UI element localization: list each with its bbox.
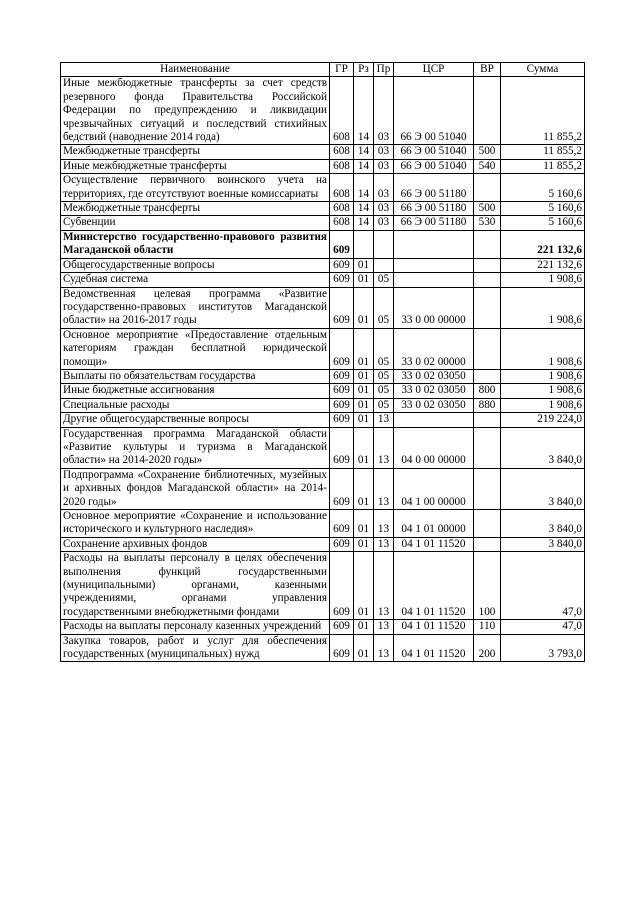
row-rz: 01: [354, 427, 374, 468]
table-row: [61, 510, 585, 538]
row-csr: 33 0 00 00000: [394, 287, 474, 328]
row-sum: 1 908,6: [501, 369, 585, 383]
table-row: [61, 230, 585, 258]
header-name: Наименование: [61, 63, 330, 77]
row-csr: 33 0 02 03050: [394, 398, 474, 412]
row-name: Подпрограмма «Сохранение библиотечных, музейных и архивных фондов Магаданской области» на 2014-2020 годы»: [61, 468, 330, 509]
row-gr: 609: [330, 328, 354, 369]
row-rz: 01: [354, 634, 374, 662]
row-rz: 01: [354, 413, 374, 427]
row-pr: 13: [374, 427, 394, 468]
table-header-row: [61, 63, 585, 77]
row-vr: [474, 468, 501, 509]
row-csr: 04 1 01 11520: [394, 634, 474, 662]
row-rz: 01: [354, 328, 374, 369]
row-csr: 04 1 01 11520: [394, 620, 474, 634]
row-pr: 13: [374, 552, 394, 620]
row-sum: 47,0: [501, 620, 585, 634]
row-vr: 110: [474, 620, 501, 634]
row-pr: 03: [374, 202, 394, 216]
header-sum: Сумма: [501, 63, 585, 77]
row-rz: 14: [354, 174, 374, 202]
row-csr: 04 0 00 00000: [394, 427, 474, 468]
row-gr: 608: [330, 202, 354, 216]
row-rz: 14: [354, 145, 374, 159]
row-vr: [474, 427, 501, 468]
row-rz: 01: [354, 398, 374, 412]
row-rz: 01: [354, 468, 374, 509]
table-row: [61, 328, 585, 369]
table-row: [61, 634, 585, 662]
table-row: [61, 427, 585, 468]
row-csr: 66 Э 00 51040: [394, 145, 474, 159]
row-vr: [474, 273, 501, 287]
row-pr: [374, 258, 394, 272]
row-name: Основное мероприятие «Сохранение и использование исторического и культурного наследия»: [61, 510, 330, 538]
table-row: [61, 174, 585, 202]
row-gr: 608: [330, 159, 354, 173]
row-gr: 609: [330, 537, 354, 551]
row-sum: 1 908,6: [501, 273, 585, 287]
row-pr: 13: [374, 413, 394, 427]
row-vr: 880: [474, 398, 501, 412]
row-csr: 66 Э 00 51040: [394, 77, 474, 145]
row-sum: 3 793,0: [501, 634, 585, 662]
row-vr: 540: [474, 159, 501, 173]
row-csr: [394, 230, 474, 258]
row-name: Расходы на выплаты персоналу казенных учреждений: [61, 620, 330, 634]
row-sum: 3 840,0: [501, 427, 585, 468]
row-name: Межбюджетные трансферты: [61, 145, 330, 159]
row-csr: [394, 413, 474, 427]
row-name: Иные межбюджетные трансферты: [61, 159, 330, 173]
row-name: Расходы на выплаты персоналу в целях обеспечения выполнения функций государственными (муниципальными) органами, казенными учреждениями, органами управления государственными внебюджетными фондами: [61, 552, 330, 620]
row-sum: 221 132,6: [501, 230, 585, 258]
row-sum: 5 160,6: [501, 174, 585, 202]
table-row: [61, 202, 585, 216]
row-name: Иные бюджетные ассигнования: [61, 384, 330, 398]
row-sum: 3 840,0: [501, 468, 585, 509]
row-gr: 609: [330, 398, 354, 412]
row-gr: 609: [330, 384, 354, 398]
row-gr: 609: [330, 510, 354, 538]
row-pr: 13: [374, 537, 394, 551]
row-name: Сохранение архивных фондов: [61, 537, 330, 551]
row-pr: 03: [374, 77, 394, 145]
row-vr: [474, 174, 501, 202]
row-vr: 530: [474, 216, 501, 230]
row-gr: 609: [330, 634, 354, 662]
row-csr: 04 1 00 00000: [394, 468, 474, 509]
table-row: [61, 159, 585, 173]
row-name: Иные межбюджетные трансферты за счет средств резервного фонда Правительства Российской Федерации по предупреждению и ликвидации чрезвычайных ситуаций и последствий стихийных бедствий (наводнение 2014 года): [61, 77, 330, 145]
row-sum: 5 160,6: [501, 202, 585, 216]
row-sum: 1 908,6: [501, 328, 585, 369]
row-pr: 05: [374, 328, 394, 369]
row-name: Общегосударственные вопросы: [61, 258, 330, 272]
row-gr: 609: [330, 369, 354, 383]
row-name: Министерство государственно-правового развития Магаданской области: [61, 230, 330, 258]
row-name: Другие общегосударственные вопросы: [61, 413, 330, 427]
row-gr: 609: [330, 468, 354, 509]
budget-table: [60, 62, 585, 662]
row-rz: 14: [354, 202, 374, 216]
row-vr: 500: [474, 202, 501, 216]
table-row: [61, 537, 585, 551]
row-sum: 47,0: [501, 552, 585, 620]
row-rz: 01: [354, 552, 374, 620]
row-name: Выплаты по обязательствам государства: [61, 369, 330, 383]
row-rz: 01: [354, 384, 374, 398]
row-sum: 219 224,0: [501, 413, 585, 427]
table-row: [61, 468, 585, 509]
table-row: [61, 77, 585, 145]
row-name: Специальные расходы: [61, 398, 330, 412]
row-pr: 13: [374, 634, 394, 662]
row-sum: 3 840,0: [501, 510, 585, 538]
row-vr: [474, 77, 501, 145]
row-rz: 01: [354, 273, 374, 287]
table-row: [61, 258, 585, 272]
row-vr: [474, 537, 501, 551]
row-gr: 609: [330, 230, 354, 258]
row-vr: [474, 510, 501, 538]
header-vr: ВР: [474, 63, 501, 77]
row-rz: 01: [354, 287, 374, 328]
row-vr: [474, 258, 501, 272]
row-csr: 33 0 02 00000: [394, 328, 474, 369]
row-gr: 609: [330, 287, 354, 328]
row-rz: 01: [354, 369, 374, 383]
row-csr: 66 Э 00 51180: [394, 174, 474, 202]
table-row: [61, 413, 585, 427]
row-rz: [354, 230, 374, 258]
row-pr: 13: [374, 620, 394, 634]
row-name: Ведомственная целевая программа «Развитие государственно-правовых институтов Магаданской области» на 2016-2017 годы: [61, 287, 330, 328]
row-gr: 608: [330, 216, 354, 230]
row-csr: 66 Э 00 51180: [394, 216, 474, 230]
row-vr: [474, 287, 501, 328]
row-vr: [474, 230, 501, 258]
table-row: [61, 369, 585, 383]
row-gr: 609: [330, 273, 354, 287]
row-vr: 100: [474, 552, 501, 620]
row-csr: [394, 273, 474, 287]
row-gr: 608: [330, 77, 354, 145]
row-csr: 04 1 01 00000: [394, 510, 474, 538]
row-vr: 500: [474, 145, 501, 159]
row-sum: 11 855,2: [501, 145, 585, 159]
row-gr: 609: [330, 552, 354, 620]
table-row: [61, 145, 585, 159]
table-row: [61, 620, 585, 634]
row-sum: 11 855,2: [501, 77, 585, 145]
row-gr: 608: [330, 145, 354, 159]
row-pr: 05: [374, 398, 394, 412]
row-pr: 03: [374, 216, 394, 230]
row-rz: 14: [354, 77, 374, 145]
row-name: Осуществление первичного воинского учета на территориях, где отсутствуют военные комиссариаты: [61, 174, 330, 202]
row-pr: 03: [374, 159, 394, 173]
row-sum: 3 840,0: [501, 537, 585, 551]
row-name: Государственная программа Магаданской области «Развитие культуры и туризма в Магаданской области» на 2014-2020 годы»: [61, 427, 330, 468]
row-vr: [474, 328, 501, 369]
row-pr: 05: [374, 273, 394, 287]
row-pr: 05: [374, 384, 394, 398]
row-name: Межбюджетные трансферты: [61, 202, 330, 216]
row-name: Основное мероприятие «Предоставление отдельным категориям граждан бесплатной юридической помощи»: [61, 328, 330, 369]
row-rz: 14: [354, 216, 374, 230]
header-gr: ГР: [330, 63, 354, 77]
row-sum: 1 908,6: [501, 384, 585, 398]
row-csr: 66 Э 00 51040: [394, 159, 474, 173]
row-sum: 5 160,6: [501, 216, 585, 230]
row-csr: 33 0 02 03050: [394, 384, 474, 398]
row-vr: 800: [474, 384, 501, 398]
row-sum: 11 855,2: [501, 159, 585, 173]
row-vr: [474, 413, 501, 427]
table-row: [61, 216, 585, 230]
table-row: [61, 273, 585, 287]
row-pr: 13: [374, 510, 394, 538]
row-csr: 04 1 01 11520: [394, 552, 474, 620]
row-csr: [394, 258, 474, 272]
table-body: [61, 77, 585, 662]
row-gr: 609: [330, 620, 354, 634]
row-sum: 221 132,6: [501, 258, 585, 272]
table-row: [61, 384, 585, 398]
table-row: [61, 552, 585, 620]
row-gr: 609: [330, 258, 354, 272]
row-pr: [374, 230, 394, 258]
row-pr: 05: [374, 287, 394, 328]
row-csr: 33 0 02 03050: [394, 369, 474, 383]
row-rz: 14: [354, 159, 374, 173]
row-sum: 1 908,6: [501, 287, 585, 328]
table-row: [61, 287, 585, 328]
row-gr: 609: [330, 413, 354, 427]
row-rz: 01: [354, 537, 374, 551]
row-pr: 05: [374, 369, 394, 383]
row-pr: 03: [374, 145, 394, 159]
row-name: Субвенции: [61, 216, 330, 230]
row-rz: 01: [354, 620, 374, 634]
row-pr: 13: [374, 468, 394, 509]
row-rz: 01: [354, 258, 374, 272]
row-gr: 608: [330, 174, 354, 202]
table-row: [61, 398, 585, 412]
row-pr: 03: [374, 174, 394, 202]
row-vr: [474, 369, 501, 383]
row-name: Закупка товаров, работ и услуг для обеспечения государственных (муниципальных) нужд: [61, 634, 330, 662]
row-gr: 609: [330, 427, 354, 468]
row-sum: 1 908,6: [501, 398, 585, 412]
row-name: Судебная система: [61, 273, 330, 287]
row-csr: 66 Э 00 51180: [394, 202, 474, 216]
budget-document-page: [60, 62, 584, 662]
header-pr: Пр: [374, 63, 394, 77]
header-rz: Рз: [354, 63, 374, 77]
row-vr: 200: [474, 634, 501, 662]
row-csr: 04 1 01 11520: [394, 537, 474, 551]
row-rz: 01: [354, 510, 374, 538]
header-csr: ЦСР: [394, 63, 474, 77]
